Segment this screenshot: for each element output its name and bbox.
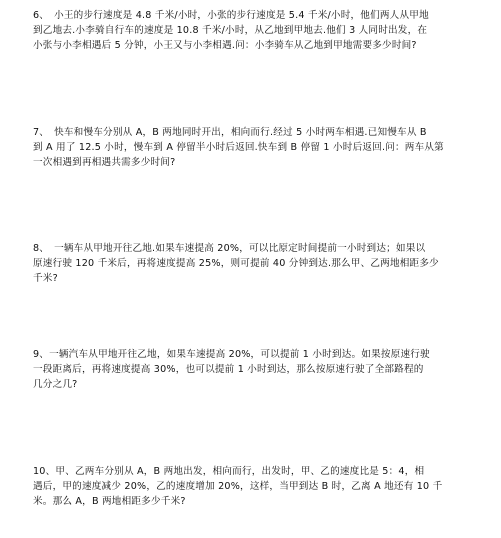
problem-8 <box>33 241 469 286</box>
problem-7 <box>33 125 469 170</box>
problem-line: 几分之几? <box>33 379 78 390</box>
problem-line: 小张与小李相遇后 5 分钟，小王又与小李相遇.问：小李骑车从乙地到甲地需要多少时间? <box>33 40 417 51</box>
problem-line: 到 A 用了 12.5 小时，慢车到 A 停留半小时后返回.快车到 B 停留 1 小时后返回.问：两车从第 <box>33 142 444 153</box>
problem-6 <box>33 8 469 53</box>
problem-line: 10、甲、乙两车分别从 A，B 两地出发，相向而行，出发时，甲、乙的速度比是 5：4，相 <box>33 466 425 477</box>
problem-9 <box>33 347 469 392</box>
problem-line: 千米? <box>33 273 58 284</box>
problem-line: 7、 快车和慢车分别从 A，B 两地同时开出，相向而行.经过 5 小时两车相遇.已知慢车从 B <box>33 127 427 138</box>
problem-line: 到乙地去.小李骑自行车的速度是 10.8 千米/小时，从乙地到甲地去.他们 3 人同时出发，在 <box>33 25 428 36</box>
problem-line: 遇后，甲的速度减少 20%，乙的速度增加 20%，这样，当甲到达 B 时，乙离 A 地还有 10 千 <box>33 481 443 492</box>
problem-line: 原速行驶 120 千米后，再将速度提高 25%，则可提前 40 分钟到达.那么甲、乙两地相距多少 <box>33 258 439 269</box>
problem-line: 米。那么 A，B 两地相距多少千米? <box>33 496 186 507</box>
problem-line: 一次相遇到再相遇共需多少时间? <box>33 157 176 168</box>
problem-10 <box>33 464 469 509</box>
problem-line: 9、一辆汽车从甲地开往乙地，如果车速提高 20%，可以提前 1 小时到达。如果按原速行驶 <box>33 349 430 360</box>
problem-line: 6、 小王的步行速度是 4.8 千米/小时，小张的步行速度是 5.4 千米/小时，他们两人从甲地 <box>33 10 429 21</box>
problem-line: 一段距离后，再将速度提高 30%，也可以提前 1 小时到达，那么按原速行驶了全部路程的 <box>33 364 424 375</box>
problem-line: 8、 一辆车从甲地开往乙地.如果车速提高 20%，可以比原定时间提前一小时到达；如果以 <box>33 243 426 254</box>
